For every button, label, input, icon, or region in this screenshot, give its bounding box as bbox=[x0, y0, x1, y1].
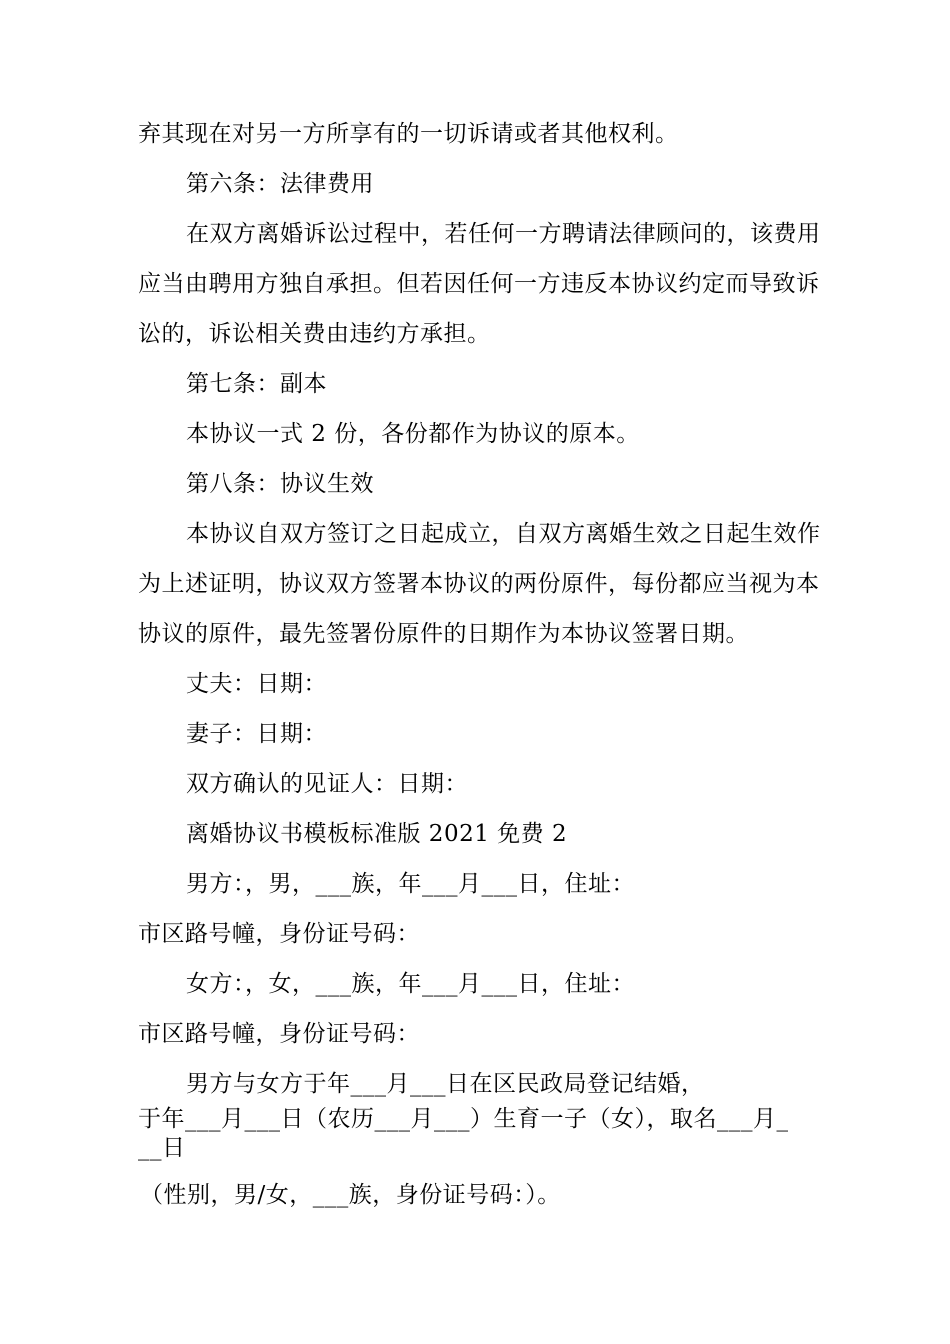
text-line: 讼的，诉讼相关费由违约方承担。 bbox=[138, 321, 491, 347]
text-line: 于年___月___日（农历___月___）生育一子（女），取名___月_ bbox=[138, 1106, 789, 1132]
text-line: 在双方离婚诉讼过程中，若任何一方聘请法律顾问的，该费用 bbox=[186, 221, 821, 247]
text-line: 男方：，男，___族，年___月___日，住址： bbox=[186, 871, 635, 897]
text-line: 本协议自双方签订之日起成立，自双方离婚生效之日起生效作 bbox=[186, 521, 821, 547]
text-line: 男方与女方于年___月___日在区民政局登记结婚， bbox=[186, 1071, 705, 1097]
article-heading: 第七条：副本 bbox=[186, 371, 327, 397]
article-heading: 第六条：法律费用 bbox=[186, 171, 374, 197]
article-heading: 第八条：协议生效 bbox=[186, 471, 374, 497]
text-line: 市区路号幢，身份证号码： bbox=[138, 921, 420, 947]
signature-line: 妻子：日期： bbox=[186, 721, 327, 747]
text-line: __日 bbox=[138, 1135, 186, 1161]
text-line: 应当由聘用方独自承担。但若因任何一方违反本协议约定而导致诉 bbox=[138, 271, 820, 297]
text-line: 本协议一式 2 份，各份都作为协议的原本。 bbox=[186, 421, 640, 447]
text-line: 市区路号幢，身份证号码： bbox=[138, 1021, 420, 1047]
section-title: 离婚协议书模板标准版 2021 免费 2 bbox=[186, 821, 568, 847]
text-line: 女方：，女，___族，年___月___日，住址： bbox=[186, 971, 635, 997]
text-line: 协议的原件，最先签署份原件的日期作为本协议签署日期。 bbox=[138, 621, 749, 647]
text-line: 为上述证明，协议双方签署本协议的两份原件，每份都应当视为本 bbox=[138, 571, 820, 597]
signature-line: 丈夫：日期： bbox=[186, 671, 327, 697]
text-line: 弃其现在对另一方所享有的一切诉请或者其他权利。 bbox=[138, 121, 679, 147]
signature-line: 双方确认的见证人：日期： bbox=[186, 771, 468, 797]
text-line: （性别，男/女，___族，身份证号码：）。 bbox=[140, 1182, 561, 1208]
